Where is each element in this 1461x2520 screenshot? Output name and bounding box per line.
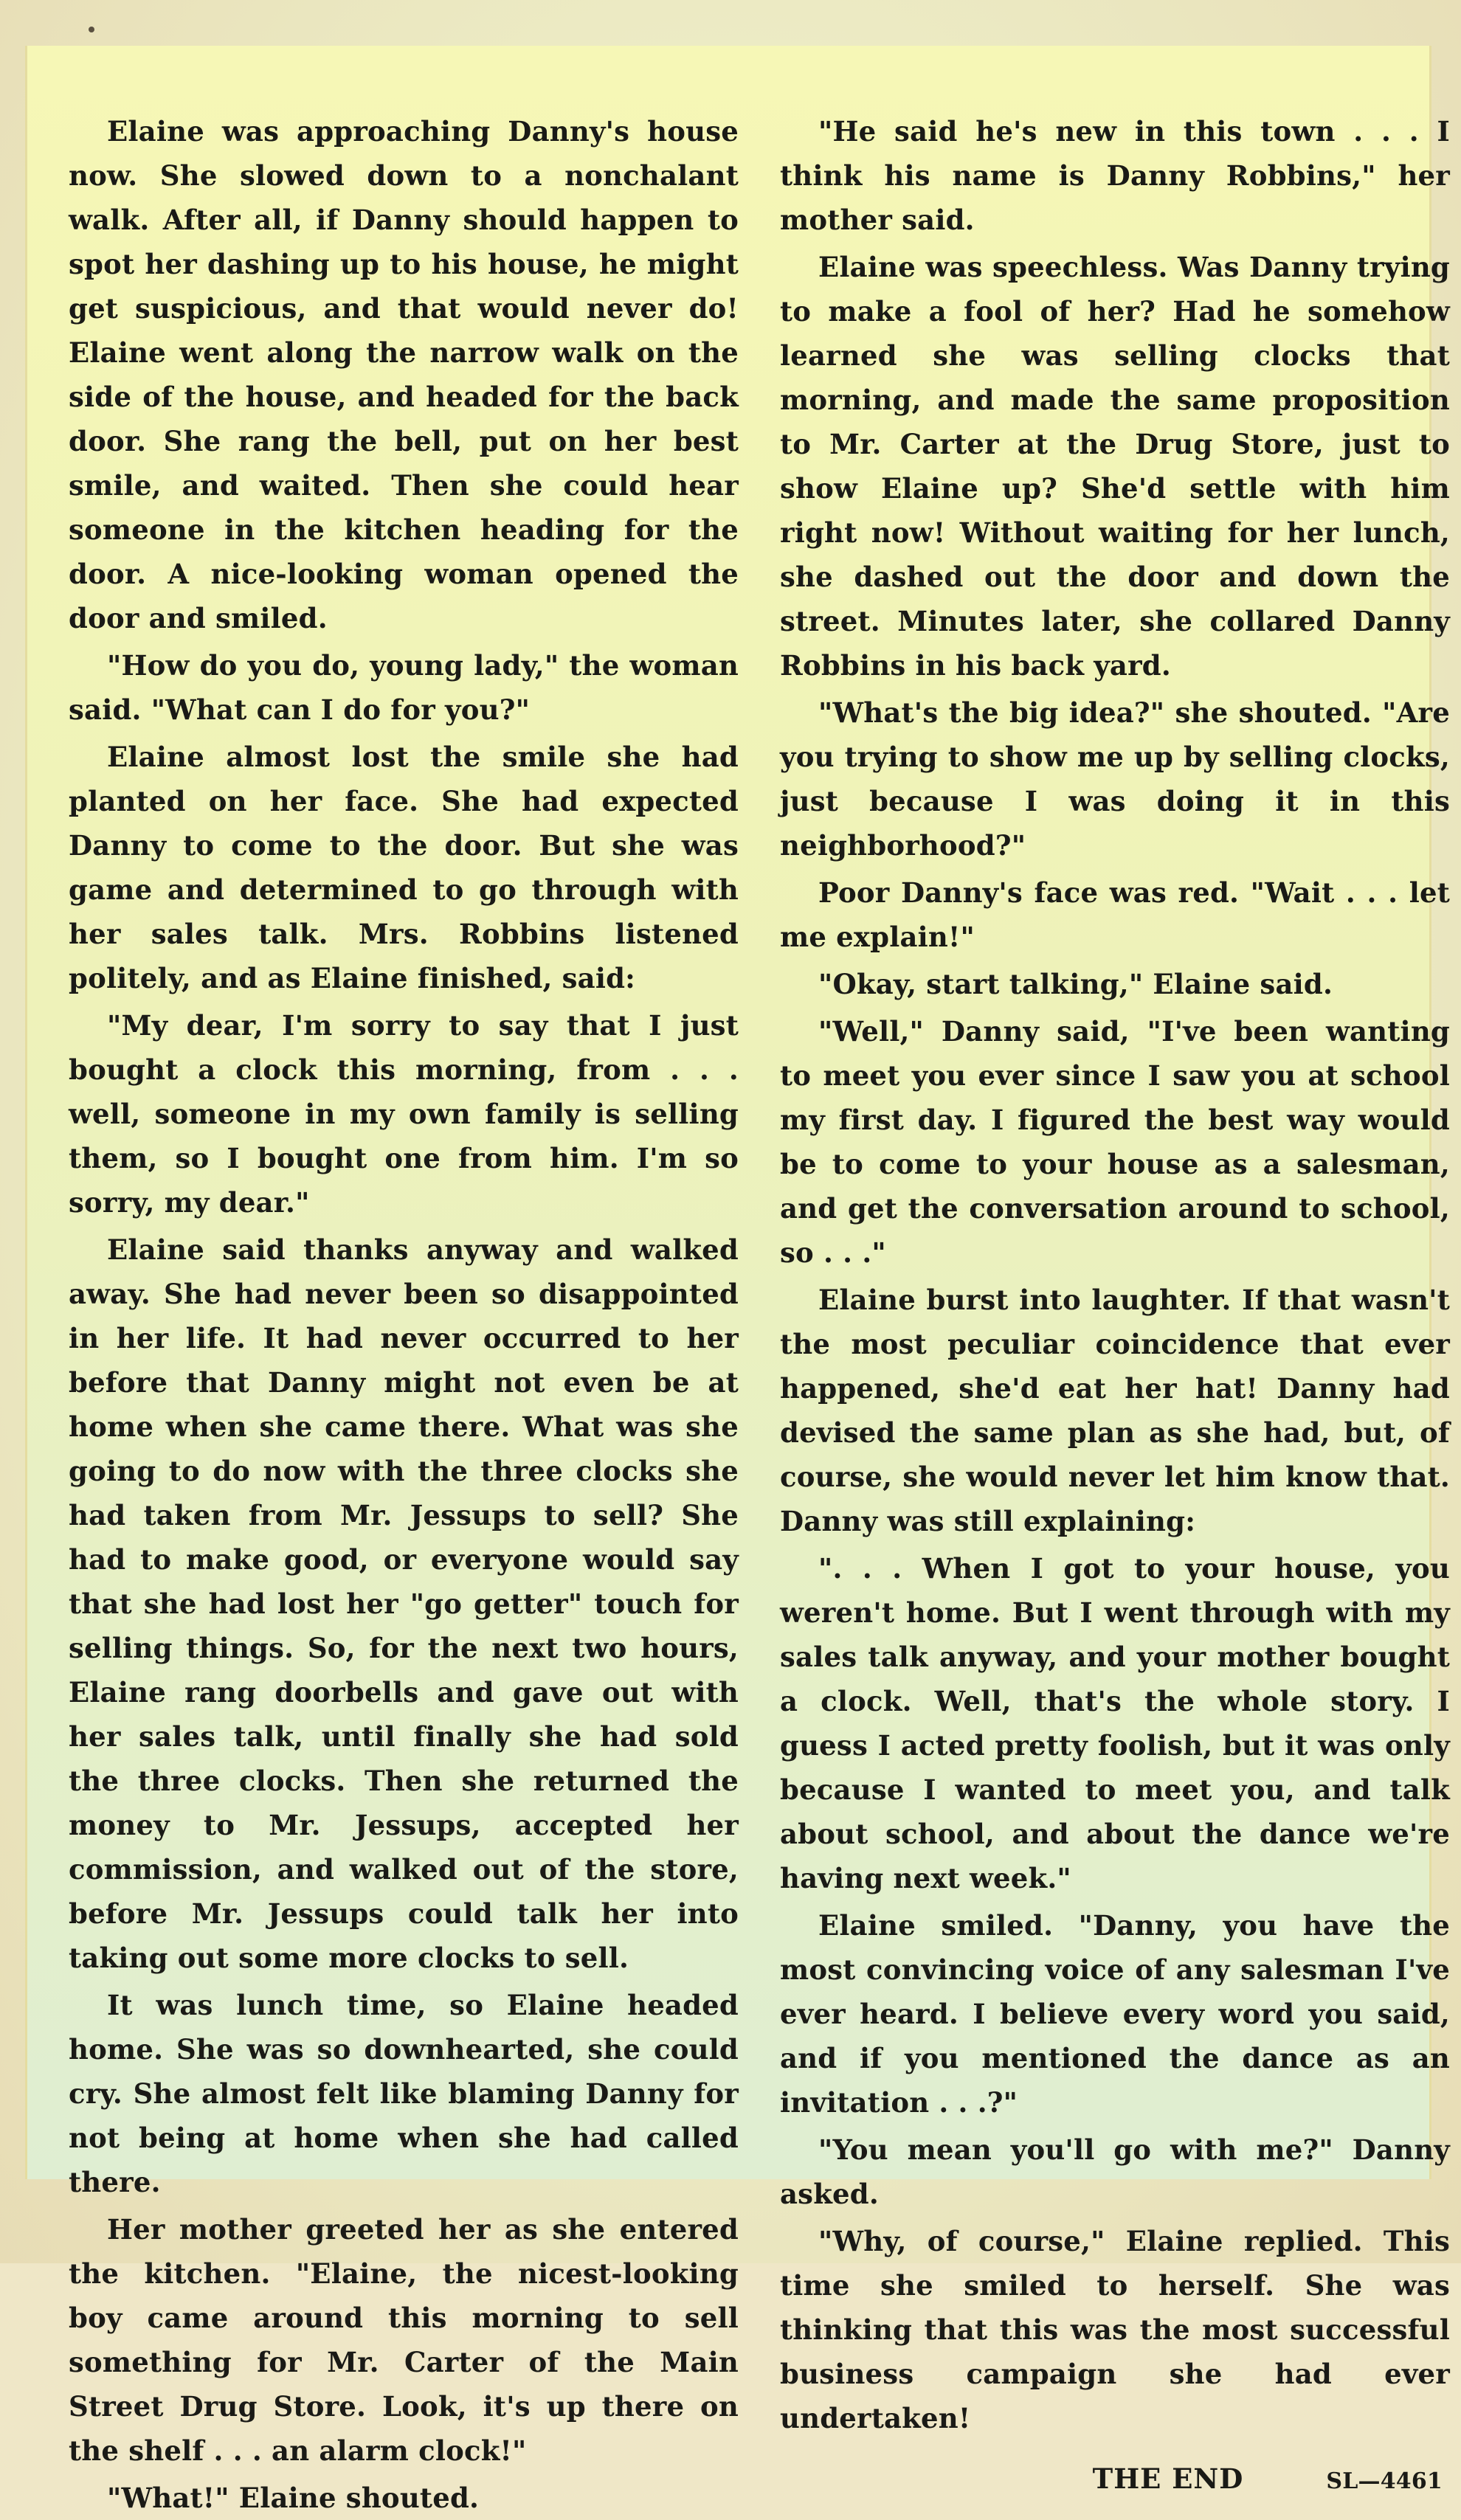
print-code: SL—4461: [1326, 2468, 1443, 2494]
story-panel: [25, 46, 1450, 2514]
paragraph: "Well," Danny said, "I've been wanting to meet you ever since I saw you at school my first day. I figured the best way would be to come to your house as a salesman, and get the conversation around to school, so . . .": [780, 1015, 1450, 1269]
story-end-line: [780, 2457, 1450, 2504]
paragraph: Poor Danny's face was red. "Wait . . . let me explain!": [780, 876, 1450, 953]
paragraph: Her mother greeted her as she entered the kitchen. "Elaine, the nicest-looking boy came around this morning to sell something for Mr. Carter of the Main Street Drug Store. Look, it's up there on the shelf . . . an alarm clock!": [69, 2213, 739, 2467]
paragraph: "How do you do, young lady," the woman said. "What can I do for you?": [69, 649, 739, 726]
paragraph: Elaine almost lost the smile she had planted on her face. She had expected Danny to come to the door. But she was game and determined to go through with her sales talk. Mrs. Robbins listened politely, and as Elaine finished, said:: [69, 741, 739, 994]
paragraph: ". . . When I got to your house, you weren't home. But I went through with my sales talk anyway, and your mother bought a clock. Well, that's the whole story. I guess I acted pretty foolish, but it was only because I wanted to meet you, and talk about school, and about the dance we're having next week.": [780, 1552, 1450, 1894]
paragraph: "Okay, start talking," Elaine said.: [818, 968, 1333, 1000]
paragraph: Elaine smiled. "Danny, you have the most convincing voice of any salesman I've ever heard. I believe every word you said, and if you mentioned the dance as an invitation . . .?": [780, 1909, 1450, 2119]
paragraph: "What!" Elaine shouted.: [107, 2482, 480, 2514]
paragraph: Elaine burst into laughter. If that wasn't the most peculiar coincidence that ever happened, she'd eat her hat! Danny had devised the same plan as she had, but, of course, she would never let him know that. Danny was still explaining:: [780, 1284, 1450, 1537]
print-speck: [89, 27, 94, 32]
paragraph: Elaine said thanks anyway and walked away. She had never been so disappointed in her life. It had never occurred to her before that Danny might not even be at home when she came there. What was she going to do now with the three clocks she had taken from Mr. Jessups to sell? She had to make good, or everyone would say that she had lost her "go getter" touch for selling things. So, for the next two hours, Elaine rang doorbells and gave out with her sales talk, until finally she had sold the three clocks. Then she returned the money to Mr. Jessups, accepted her commission, and walked out of the store, before Mr. Jessups could talk her into taking out some more clocks to sell.: [69, 1233, 739, 1974]
paragraph: "My dear, I'm sorry to say that I just bought a clock this morning, from . . . well, someone in my own family is selling them, so I bought one from him. I'm so sorry, my dear.": [69, 1009, 739, 1219]
the-end-label: THE END: [1092, 2462, 1244, 2495]
paragraph: "You mean you'll go with me?" Danny asked.: [780, 2133, 1450, 2210]
paragraph: Elaine was approaching Danny's house now. She slowed down to a nonchalant walk. After all, if Danny should happen to spot her dashing up to his house, he might get suspicious, and that would never do! Elaine went along the narrow walk on the side of the house, and headed for the back door. She rang the bell, put on her best smile, and waited. Then she could hear someone in the kitchen heading for the door. A nice-looking woman opened the door and smiled.: [69, 115, 739, 634]
paragraph: Elaine was speechless. Was Danny trying to make a fool of her? Had he somehow learned she was selling clocks that morning, and made the same proposition to Mr. Carter at the Drug Store, just to show Elaine up? She'd settle with him right now! Without waiting for her lunch, she dashed out the door and down the street. Minutes later, she collared Danny Robbins in his back yard.: [780, 251, 1450, 682]
left-column: [69, 109, 739, 2520]
paragraph: It was lunch time, so Elaine headed home. She was so downhearted, she could cry. She almost felt like blaming Danny for not being at home when she had called there.: [69, 1989, 739, 2198]
paragraph: "He said he's new in this town . . . I think his name is Danny Robbins," her mother said.: [780, 115, 1450, 236]
paragraph: "Why, of course," Elaine replied. This time she smiled to herself. She was thinking that this was the most successful business campaign she had ever undertaken!: [780, 2225, 1450, 2434]
paragraph: "What's the big idea?" she shouted. "Are you trying to show me up by selling clocks, just because I was doing it in this neighborhood?": [780, 696, 1450, 862]
right-column: [780, 109, 1450, 2504]
